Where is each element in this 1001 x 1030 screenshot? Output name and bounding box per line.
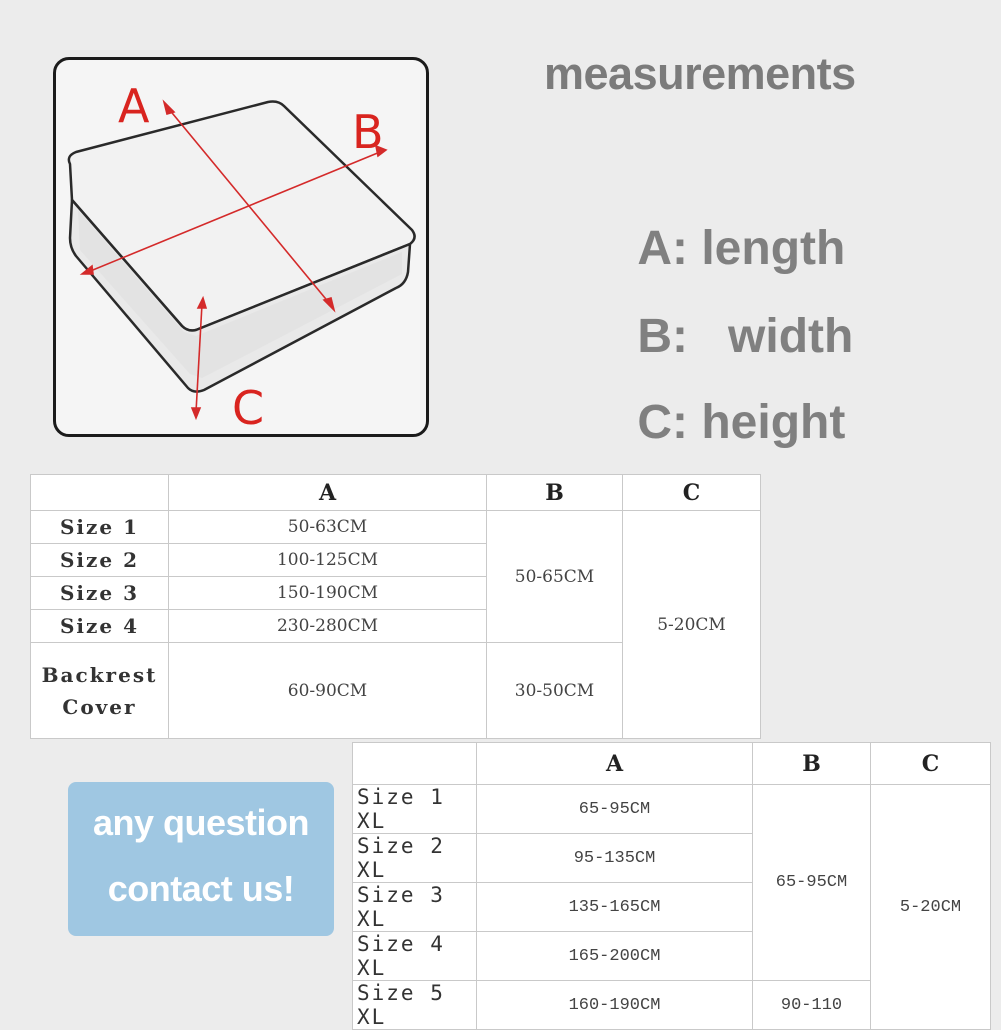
contact-line-1: any question bbox=[92, 802, 310, 843]
cell-a: 50-63CM bbox=[169, 511, 487, 544]
cell-a: 150-190CM bbox=[169, 577, 487, 610]
legend-key: B: bbox=[637, 310, 688, 363]
row-label: Size 1 bbox=[31, 511, 169, 544]
header-c: C bbox=[623, 475, 761, 511]
header-a: A bbox=[477, 743, 753, 785]
row-label-line: Cover bbox=[62, 694, 137, 719]
row-label: Size 3 bbox=[31, 577, 169, 610]
table-row bbox=[31, 511, 761, 544]
row-label: Size 1 XL bbox=[353, 785, 477, 834]
cell-a: 100-125CM bbox=[169, 544, 487, 577]
label-c: C bbox=[232, 381, 265, 435]
size-table-standard bbox=[30, 474, 761, 739]
legend-title: measurements bbox=[544, 48, 856, 99]
cell-a: 65-95CM bbox=[477, 785, 753, 834]
cell-b: 90-110 bbox=[753, 981, 871, 1030]
cell-b-shared: 50-65CM bbox=[487, 511, 623, 643]
row-label: Size 2 bbox=[31, 544, 169, 577]
measurement-legend bbox=[540, 48, 980, 449]
legend-key: A: bbox=[637, 222, 688, 275]
cell-c-shared: 5-20CM bbox=[871, 785, 991, 1030]
legend-key: C: bbox=[637, 396, 688, 449]
header-c: C bbox=[871, 743, 991, 785]
cell-a: 60-90CM bbox=[169, 643, 487, 739]
contact-us-banner[interactable] bbox=[68, 782, 334, 936]
legend-value: height bbox=[701, 396, 846, 449]
legend-value: width bbox=[728, 310, 854, 363]
size-table-xl bbox=[352, 742, 991, 1030]
table-header-row bbox=[353, 743, 991, 785]
cell-a: 95-135CM bbox=[477, 834, 753, 883]
label-b: B bbox=[352, 105, 384, 159]
contact-line-2: contact us! bbox=[107, 868, 295, 909]
header-empty bbox=[353, 743, 477, 785]
cell-a: 135-165CM bbox=[477, 883, 753, 932]
row-label: Size 5 XL bbox=[353, 981, 477, 1030]
row-label: Size 4 XL bbox=[353, 932, 477, 981]
row-label: Size 3 XL bbox=[353, 883, 477, 932]
table-header-row bbox=[31, 475, 761, 511]
label-a: A bbox=[118, 79, 150, 133]
row-label-backrest bbox=[31, 643, 169, 739]
cushion-diagram bbox=[53, 57, 429, 437]
row-label: Size 4 bbox=[31, 610, 169, 643]
cell-a: 160-190CM bbox=[477, 981, 753, 1030]
legend-value: length bbox=[701, 222, 846, 275]
header-b: B bbox=[487, 475, 623, 511]
header-a: A bbox=[169, 475, 487, 511]
header-empty bbox=[31, 475, 169, 511]
table-row bbox=[353, 785, 991, 834]
row-label: Size 2 XL bbox=[353, 834, 477, 883]
cell-b: 30-50CM bbox=[487, 643, 623, 739]
cell-a: 165-200CM bbox=[477, 932, 753, 981]
cell-b-shared: 65-95CM bbox=[753, 785, 871, 981]
cell-a: 230-280CM bbox=[169, 610, 487, 643]
cell-c-shared: 5-20CM bbox=[623, 511, 761, 739]
header-b: B bbox=[753, 743, 871, 785]
cushion-illustration bbox=[56, 60, 429, 437]
row-label-line: Backrest bbox=[41, 662, 158, 687]
